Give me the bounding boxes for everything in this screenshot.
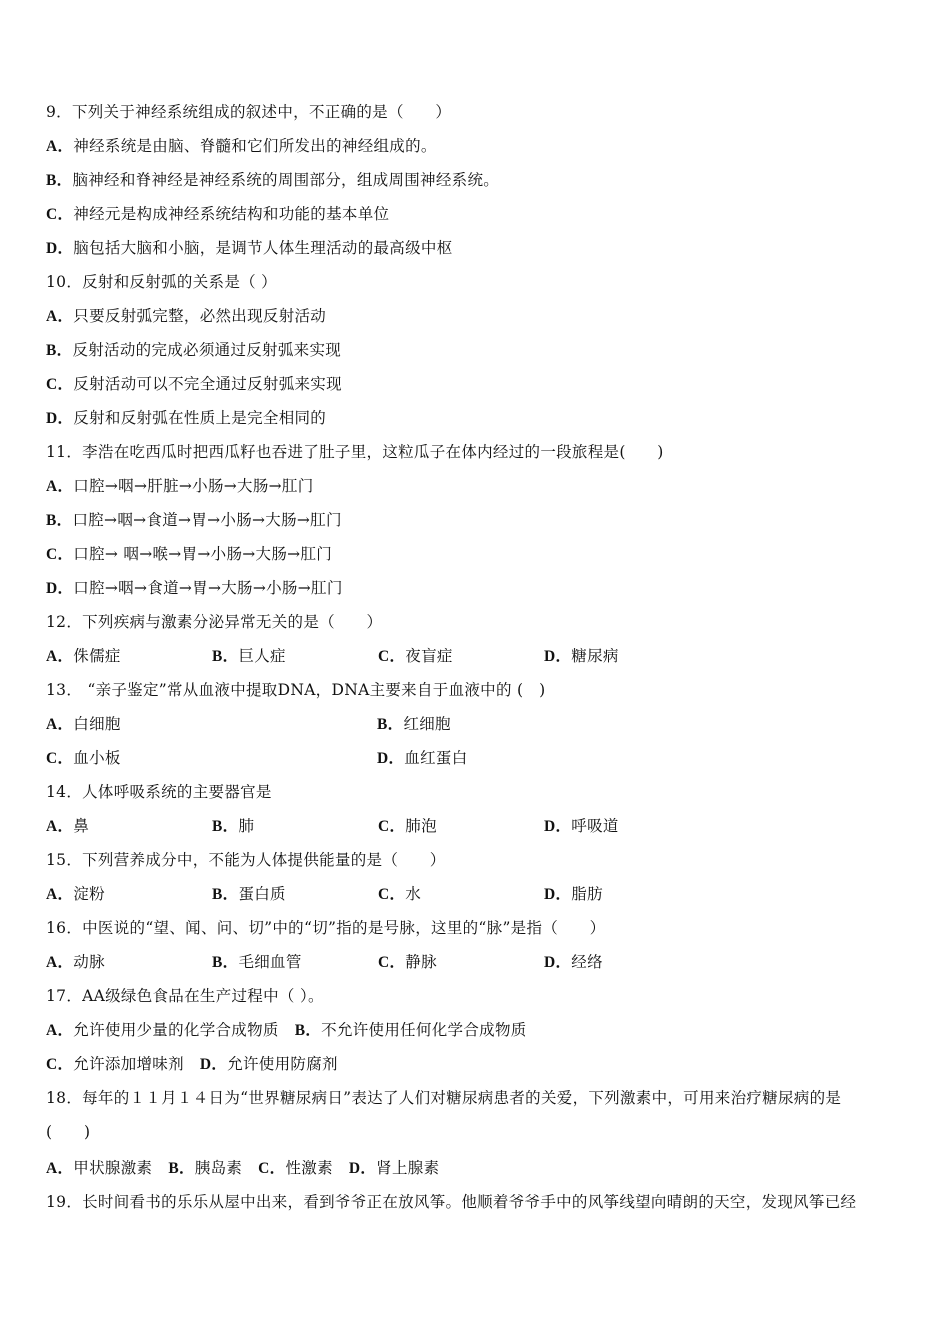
option-text: 鼻: [73, 817, 90, 835]
question-stem: 9．下列关于神经系统组成的叙述中，不正确的是（ ）: [46, 103, 452, 121]
option-label: B．: [46, 172, 73, 189]
option-line: [46, 573, 906, 607]
option-label: D．: [544, 648, 572, 665]
option-text: 水: [405, 885, 422, 903]
option-label: D．: [377, 750, 405, 767]
option-text: 侏儒症: [73, 647, 121, 665]
answer-option: [46, 477, 314, 495]
option-label: D．: [199, 1056, 228, 1073]
option-line: [46, 471, 906, 505]
answer-option: [46, 743, 377, 777]
option-text: 口腔→咽→食道→胃→大肠→小肠→肛门: [73, 579, 343, 597]
option-label: D．: [348, 1160, 377, 1177]
answer-option: [46, 171, 499, 189]
answer-option: [544, 811, 710, 845]
answer-option: [378, 947, 544, 981]
option-text: 只要反射弧完整，必然出现反射活动: [73, 307, 327, 325]
option-label: D．: [46, 240, 74, 257]
answer-option: [544, 879, 710, 913]
option-text: 允许使用防腐剂: [227, 1055, 338, 1073]
answer-option: [46, 239, 453, 257]
option-label: B．: [212, 818, 239, 835]
option-text: 甲状腺激素: [73, 1159, 153, 1177]
option-label: B．: [212, 886, 239, 903]
option-label: A．: [46, 886, 74, 903]
answer-option: [378, 811, 544, 845]
answer-option: [212, 947, 378, 981]
answer-option: [258, 1159, 333, 1177]
answer-option: [295, 1021, 527, 1039]
question-stem: 16．中医说的“望、闻、问、切”中的“切”指的是号脉，这里的“脉”是指（ ）: [46, 919, 606, 937]
option-label: B．: [168, 1160, 195, 1177]
option-row: [46, 1153, 906, 1187]
option-text: 白细胞: [73, 715, 121, 733]
answer-option: [46, 375, 342, 393]
option-line: [46, 199, 906, 233]
option-text: 肺: [238, 817, 255, 835]
option-row: [46, 641, 906, 675]
option-text: 反射活动的完成必须通过反射弧来实现: [72, 341, 342, 359]
answer-option: [46, 137, 437, 155]
answer-option: [377, 709, 708, 743]
option-text: 淀粉: [73, 885, 105, 903]
option-text: 脑神经和脊神经是神经系统的周围部分，组成周围神经系统。: [72, 171, 500, 189]
answer-option: [46, 511, 342, 529]
option-row: [46, 709, 906, 743]
option-text: 允许使用少量的化学合成物质: [73, 1021, 279, 1039]
answer-option: [46, 409, 326, 427]
option-text: 呼吸道: [571, 817, 619, 835]
option-text: 性激素: [285, 1159, 333, 1177]
answer-option: [378, 879, 544, 913]
option-text: 动脉: [73, 953, 105, 971]
option-line: [46, 165, 906, 199]
option-label: C．: [378, 818, 406, 835]
answer-option: [377, 743, 708, 777]
option-text: 口腔→咽→食道→胃→小肠→大肠→肛门: [72, 511, 342, 529]
option-label: A．: [46, 138, 74, 155]
option-text: 反射活动可以不完全通过反射弧来实现: [73, 375, 342, 393]
option-label: C．: [378, 648, 406, 665]
answer-option: [378, 641, 544, 675]
option-label: C．: [378, 954, 406, 971]
option-text: 蛋白质: [238, 885, 286, 903]
option-label: C．: [378, 886, 406, 903]
answer-option: [46, 579, 343, 597]
option-line: [46, 301, 906, 335]
question-stem: 19．长时间看书的乐乐从屋中出来，看到爷爷正在放风筝。他顺着爷爷手中的风筝线望向晴朗的天空，发现风筝已经: [46, 1193, 857, 1211]
option-line: [46, 505, 906, 539]
option-label: D．: [46, 580, 74, 597]
option-label: A．: [46, 716, 74, 733]
option-text: 红细胞: [403, 715, 451, 733]
answer-option: [46, 1055, 184, 1073]
option-label: C．: [46, 1056, 74, 1073]
option-row: [46, 1015, 906, 1049]
question-stem: 17．AA级绿色食品在生产过程中（ ）。: [46, 987, 324, 1005]
option-text: 不允许使用任何化学合成物质: [321, 1021, 527, 1039]
answer-option: [212, 641, 378, 675]
option-text: 肾上腺素: [376, 1159, 440, 1177]
option-label: C．: [46, 546, 74, 563]
answer-option: [46, 307, 326, 325]
option-text: 脑包括大脑和小脑，是调节人体生理活动的最高级中枢: [73, 239, 453, 257]
answer-option: [46, 341, 341, 359]
option-label: A．: [46, 478, 74, 495]
answer-option: [200, 1055, 338, 1073]
answer-option: [349, 1159, 440, 1177]
option-label: B．: [377, 716, 404, 733]
option-label: D．: [544, 818, 572, 835]
option-label: C．: [46, 376, 74, 393]
option-label: D．: [544, 886, 572, 903]
question-stem: 14．人体呼吸系统的主要器官是: [46, 783, 272, 801]
option-line: [46, 233, 906, 267]
question-stem: 12．下列疾病与激素分泌异常无关的是（ ）: [46, 613, 383, 631]
question-stem: 18．每年的１１月１４日为“世界糖尿病日”表达了人们对糖尿病患者的关爱，下列激素中，可用来治疗糖尿病的是: [46, 1089, 842, 1107]
option-row: [46, 743, 906, 777]
option-text: 毛细血管: [238, 953, 302, 971]
answer-option: [46, 641, 212, 675]
question-stem-continued: ( ): [46, 1123, 91, 1141]
option-label: A．: [46, 308, 74, 325]
option-row: [46, 947, 906, 981]
option-text: 肺泡: [405, 817, 437, 835]
option-label: A．: [46, 1022, 74, 1039]
option-text: 巨人症: [238, 647, 286, 665]
option-label: A．: [46, 954, 74, 971]
question-page: [46, 97, 906, 1221]
option-label: D．: [46, 410, 74, 427]
answer-option: [46, 811, 212, 845]
answer-option: [46, 1159, 152, 1177]
option-label: A．: [46, 818, 74, 835]
question-stem: 11．李浩在吃西瓜时把西瓜籽也吞进了肚子里，这粒瓜子在体内经过的一段旅程是( ): [46, 443, 664, 461]
option-text: 胰岛素: [194, 1159, 243, 1177]
answer-option: [46, 879, 212, 913]
option-text: 血小板: [73, 749, 121, 767]
option-text: 允许添加增味剂: [73, 1055, 184, 1073]
option-label: C．: [46, 206, 74, 223]
option-text: 反射和反射弧在性质上是完全相同的: [73, 409, 327, 427]
option-label: A．: [46, 648, 74, 665]
option-row: [46, 879, 906, 913]
option-label: C．: [46, 750, 74, 767]
question-stem: 13． “亲子鉴定”常从血液中提取DNA，DNA主要来自于血液中的 ( ): [46, 681, 546, 699]
answer-option: [46, 709, 377, 743]
option-text: 口腔→咽→肝脏→小肠→大肠→肛门: [73, 477, 314, 495]
option-label: B．: [46, 342, 73, 359]
option-line: [46, 403, 906, 437]
option-label: A．: [46, 1160, 74, 1177]
option-text: 脂肪: [571, 885, 603, 903]
option-line: [46, 539, 906, 573]
answer-option: [544, 947, 710, 981]
option-label: B．: [212, 954, 239, 971]
answer-option: [46, 205, 389, 223]
answer-option: [46, 1021, 279, 1039]
option-line: [46, 131, 906, 165]
option-text: 糖尿病: [571, 647, 619, 665]
question-stem: 10．反射和反射弧的关系是（ ）: [46, 273, 277, 291]
answer-option: [168, 1159, 242, 1177]
answer-option: [212, 879, 378, 913]
option-label: B．: [294, 1022, 322, 1039]
option-line: [46, 369, 906, 403]
option-label: D．: [544, 954, 572, 971]
option-text: 口腔→ 咽→喉→胃→小肠→大肠→肛门: [73, 545, 333, 563]
answer-option: [544, 641, 710, 675]
option-text: 静脉: [405, 953, 437, 971]
option-row: [46, 1049, 906, 1083]
answer-option: [46, 545, 332, 563]
option-text: 夜盲症: [405, 647, 453, 665]
option-line: [46, 335, 906, 369]
option-row: [46, 811, 906, 845]
option-text: 经络: [571, 953, 603, 971]
option-text: 神经元是构成神经系统结构和功能的基本单位: [73, 205, 390, 223]
option-label: B．: [46, 512, 73, 529]
option-label: B．: [212, 648, 239, 665]
option-label: C．: [258, 1160, 286, 1177]
question-stem: 15．下列营养成分中，不能为人体提供能量的是（ ）: [46, 851, 446, 869]
answer-option: [212, 811, 378, 845]
option-text: 神经系统是由脑、脊髓和它们所发出的神经组成的。: [73, 137, 437, 155]
option-text: 血红蛋白: [404, 749, 468, 767]
answer-option: [46, 947, 212, 981]
